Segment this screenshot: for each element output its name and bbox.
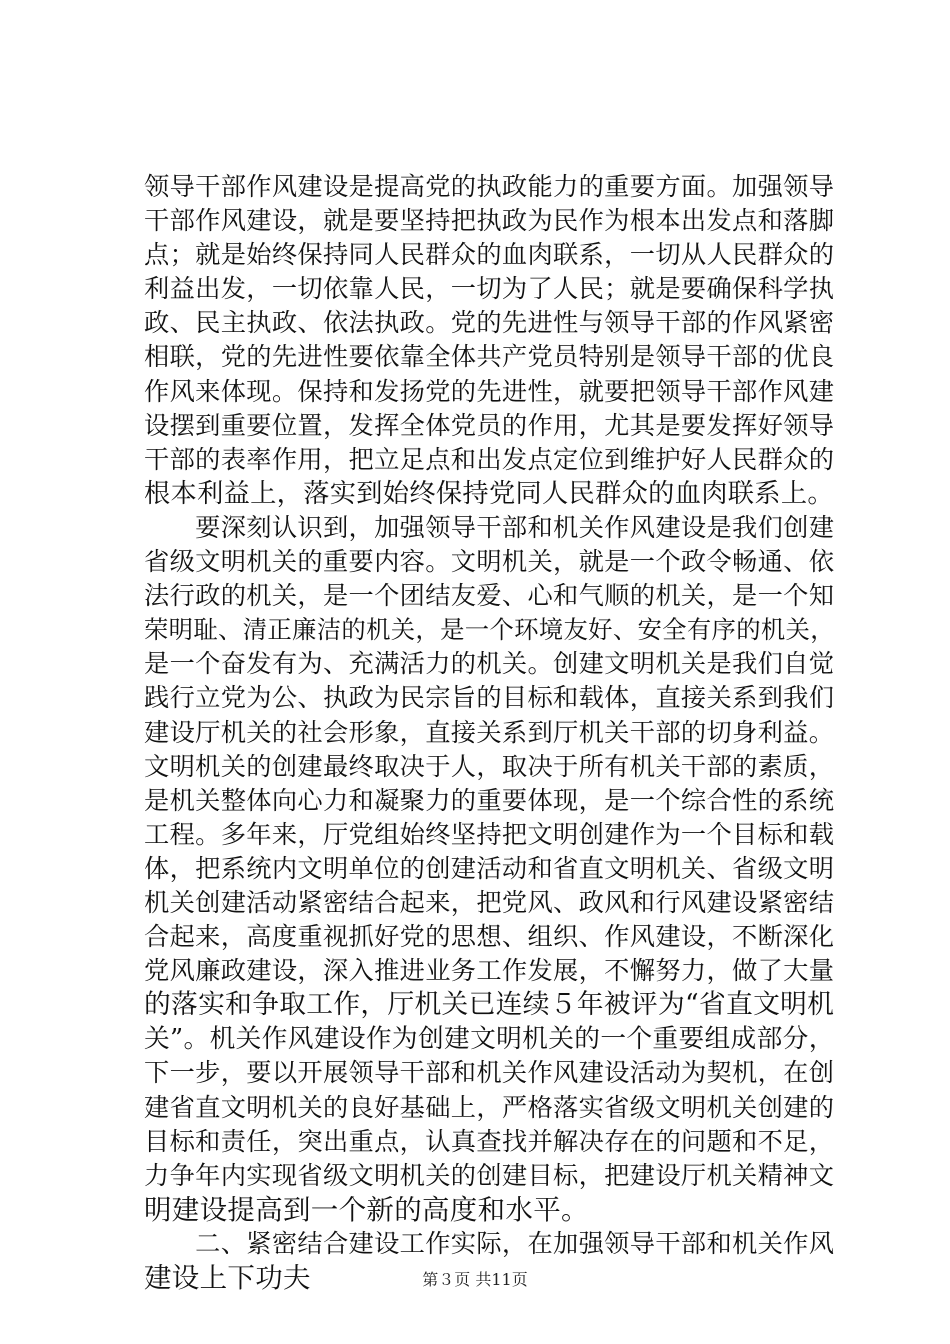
text-line: 是机关整体向心力和凝聚力的重要体现，是一个综合性的系统 [144,785,835,815]
text-line: 根本利益上，落实到始终保持党同人民群众的血肉联系上。 [144,478,834,509]
text-line: 关”。机关作风建设作为创建文明机关的一个重要组成部分， [144,1024,835,1055]
text-line: 党风廉政建设，深入推进业务工作发展，不懈努力，做了大量 [144,956,835,986]
text-line: 明建设提高到一个新的高度和水平。 [144,1193,589,1226]
text-line: 作风来体现。保持和发扬党的先进性，就要把领导干部作风建 [144,376,835,406]
text-line: 目标和责任，突出重点，认真查找并解决存在的问题和不足， [144,1126,835,1156]
text-line: 工程。多年来，厅党组始终坚持把文明创建作为一个目标和载 [144,819,835,849]
text-line: 建设厅机关的社会形象，直接关系到厅机关干部的切身利益。 [144,717,835,747]
text-line: 设摆到重要位置，发挥全体党员的作用，尤其是要发挥好领导 [144,410,835,440]
text-line: 干部作风建设，就是要坚持把执政为民作为根本出发点和落脚 [144,206,835,236]
text-line: 下一步，要以开展领导干部和机关作风建设活动为契机，在创 [144,1058,835,1088]
text-line: 建省直文明机关的良好基础上，严格落实省级文明机关创建的 [144,1092,835,1122]
text-line: 力争年内实现省级文明机关的创建目标，把建设厅机关精神文 [144,1160,835,1190]
text-line: 法行政的机关，是一个团结友爱、心和气顺的机关，是一个知 [144,581,835,611]
text-line: 二、紧密结合建设工作实际，在加强领导干部和机关作风 [144,1228,835,1258]
text-line: 相联，党的先进性要依靠全体共产党员特别是领导干部的优良 [144,342,835,372]
text-line: 省级文明机关的重要内容。文明机关，就是一个政令畅通、依 [144,547,835,577]
text-line: 荣明耻、清正廉洁的机关，是一个环境友好、安全有序的机关， [144,615,835,645]
page-footer: 第３页 共11页 [422,1270,528,1289]
text-line: 践行立党为公、执政为民宗旨的目标和载体，直接关系到我们 [144,683,835,713]
text-line: 点；就是始终保持同人民群众的血肉联系，一切从人民群众的 [144,240,835,270]
text-line: 文明机关的创建最终取决于人，取决于所有机关干部的素质， [144,751,835,781]
body-text [144,170,834,1295]
text-line: 合起来，高度重视抓好党的思想、组织、作风建设，不断深化 [144,922,835,952]
text-line: 要深刻认识到，加强领导干部和机关作风建设是我们创建 [144,512,835,542]
text-line: 体，把系统内文明单位的创建活动和省直文明机关、省级文明 [144,853,835,883]
text-line: 政、民主执政、依法执政。党的先进性与领导干部的作风紧密 [144,308,835,338]
text-line: 的落实和争取工作，厅机关已连续５年被评为“省直文明机 [144,989,835,1021]
text-line: 领导干部作风建设是提高党的执政能力的重要方面。加强领导 [144,172,835,201]
text-line: 利益出发，一切依靠人民，一切为了人民；就是要确保科学执 [144,274,835,304]
text-line: 干部的表率作用，把立足点和出发点定位到维护好人民群众的 [144,444,835,474]
text-line: 机关创建活动紧密结合起来，把党风、政风和行风建设紧密结 [144,887,835,917]
text-line: 是一个奋发有为、充满活力的机关。创建文明机关是我们自觉 [144,649,835,679]
text-line: 建设上下功夫 [144,1262,311,1294]
